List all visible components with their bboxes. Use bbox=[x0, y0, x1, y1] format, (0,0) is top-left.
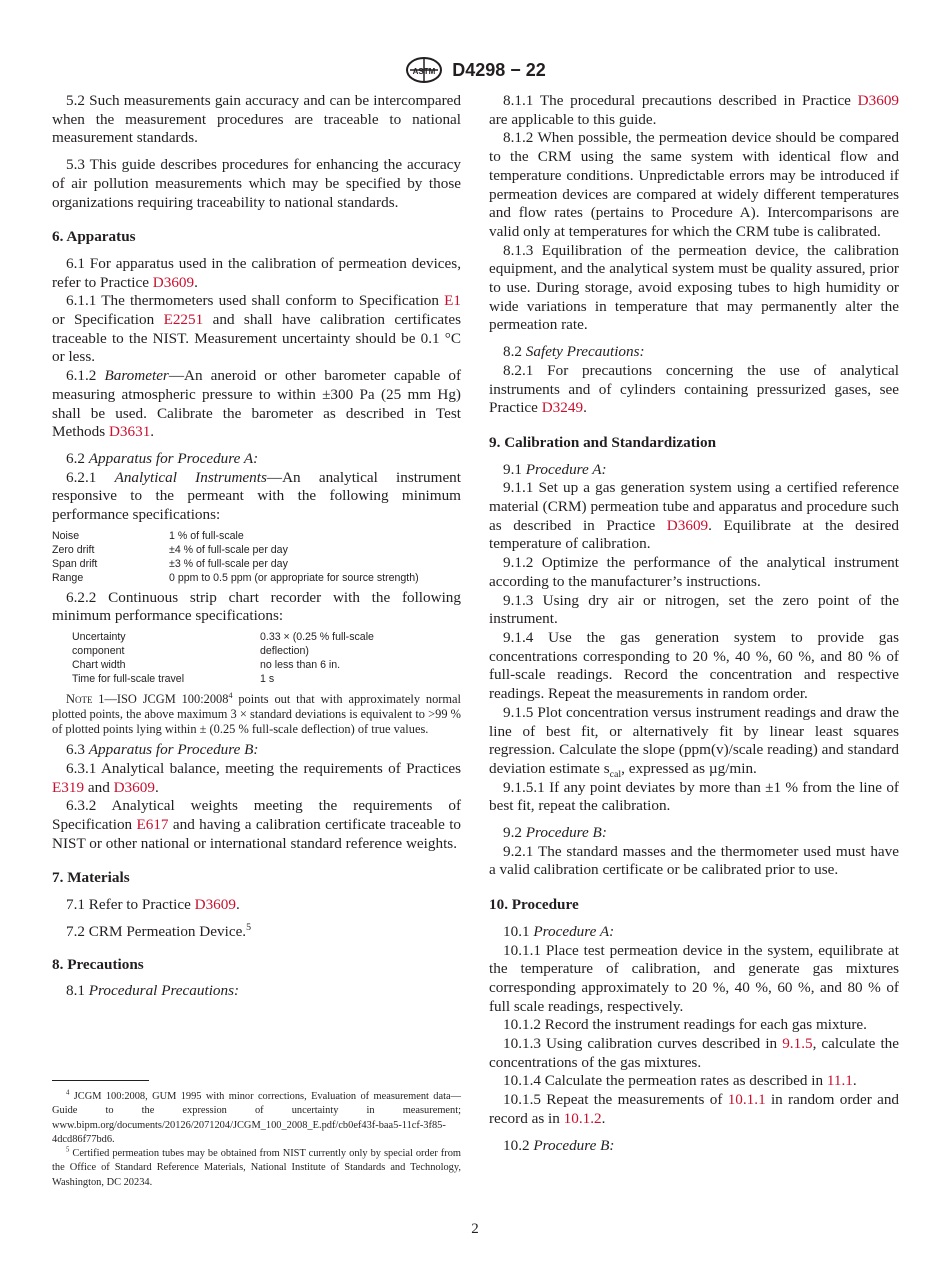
section-6-heading: 6. Apparatus bbox=[52, 228, 136, 246]
table-row: Range 0 ppm to 0.5 ppm (or appropriate for source strength) bbox=[52, 571, 419, 584]
para-5-3: 5.3 This guide describes procedures for enhancing the accuracy of air pollution measurements which may be specified by those organizations requiring traceability to national standards. bbox=[52, 156, 461, 211]
link-e617[interactable]: E617 bbox=[136, 815, 169, 833]
footnote-divider bbox=[52, 1080, 149, 1081]
para-9-1: 9.1 Procedure A: bbox=[503, 460, 607, 478]
page-header bbox=[0, 57, 950, 83]
para-7-2: 7.2 CRM Permeation Device.$^5$ bbox=[66, 921, 252, 940]
spec-table-b bbox=[72, 630, 374, 686]
para-10-1-2: 10.1.2 Record the instrument readings for each gas mixture. bbox=[503, 1016, 867, 1034]
para-6-1-1: 6.1.1 The thermometers used shall conform to Specification E1 or Specification E2251 and shall have calibration certificates traceable to the NIST. Measurement uncertainty should be 0.1 °C or less. bbox=[52, 292, 461, 366]
para-8-1-2: 8.1.2 When possible, the permeation device should be compared to the CRM using the same system with identical flow and temperature conditions. Unpredictable errors may be introduced if permeation devices are compared at widely different temperatures and flow rates (pertains to Procedure A). Intercomparisons are valid only at temperatures for which the CRM tube is calibrated. bbox=[489, 129, 899, 240]
para-10-1: 10.1 Procedure A: bbox=[503, 922, 615, 940]
section-10-heading: 10. Procedure bbox=[489, 896, 579, 914]
para-8-2-1: 8.2.1 For precautions concerning the use of analytical instruments and of cylinders containing pressurized gases, see Practice D3249. bbox=[489, 361, 899, 417]
para-6-3: 6.3 Apparatus for Procedure B: bbox=[66, 741, 259, 759]
link-10-1-1[interactable]: 10.1.1 bbox=[727, 1091, 766, 1109]
note-1: Note 1—ISO JCGM 100:2008$^4$ points out that with approximately normal plotted points, the above maximum 3 × standard deviations is equivalent to >99 % of plotted points lying within ± (0.25 % full-scale deflection) of true values. bbox=[52, 691, 461, 737]
para-10-1-1: 10.1.1 Place test permeation device in the system, equilibrate at the temperature of calibration, and generate gas mixtures corresponding approximately to 20 %, 40 %, 60 %, and 80 % of full scale readings, respectively. bbox=[489, 941, 899, 1015]
para-9-1-1: 9.1.1 Set up a gas generation system using a certified reference material (CRM) permeation tube and apparatus and procedure such as described in Practice D3609. Equilibrate at the desired temperature of calibration. bbox=[489, 479, 899, 553]
spec-table-a bbox=[52, 529, 419, 585]
table-row: Chart width no less than 6 in. bbox=[72, 659, 341, 672]
para-8-1-3: 8.1.3 Equilibration of the permeation device, the calibration equipment, and the analytical system must be quality assured, prior to use. During storage, avoid exposing tubes to high humidity or wide variations in temperature that may permanently alter the permeation rate. bbox=[489, 241, 899, 334]
left-column bbox=[52, 92, 461, 1001]
section-8-heading: 8. Precautions bbox=[52, 955, 144, 973]
document-id: D4298 − 22 bbox=[452, 59, 546, 80]
para-9-1-5: 9.1.5 Plot concentration versus instrument readings and draw the line of best fit, or alternatively fit by linear least squares regression. Calculate the slope (ppm(v)/scale reading) and standard deviation estimate $s_{cal}$, expressed as µg/min. bbox=[489, 703, 899, 780]
para-10-2: 10.2 Procedure B: bbox=[503, 1136, 615, 1154]
astm-logo-icon bbox=[404, 57, 444, 83]
para-8-2: 8.2 Safety Precautions: bbox=[503, 343, 645, 361]
para-6-2-1: 6.2.1 Analytical Instruments—An analytical instrument responsive to the permeant with the following minimum performance specifications: bbox=[52, 468, 461, 524]
para-6-3-2: 6.3.2 Analytical weights meeting the requirements of Specification E617 and having a calibration certificate traceable to NIST or other national or international standard reference weights. bbox=[52, 797, 462, 852]
para-9-2-1: 9.2.1 The standard masses and the thermometer used must have a valid calibration certificate or be calibrated prior to use. bbox=[489, 842, 899, 879]
section-9-heading: 9. Calibration and Standardization bbox=[489, 433, 717, 451]
link-d3609[interactable]: D3609 bbox=[666, 516, 709, 534]
para-9-2: 9.2 Procedure B: bbox=[503, 824, 607, 842]
footnotes bbox=[52, 1090, 461, 1190]
link-d3609[interactable]: D3609 bbox=[194, 896, 236, 914]
para-8-1-1: 8.1.1 The procedural precautions described in Practice D3609 are applicable to this guide. bbox=[489, 92, 900, 128]
para-6-2: 6.2 Apparatus for Procedure A: bbox=[66, 449, 259, 467]
para-10-1-4: 10.1.4 Calculate the permeation rates as described in 11.1. bbox=[503, 1072, 857, 1090]
footnote-5: $^5$ Certified permeation tubes may be obtained from NIST currently only by special order from the Office of Standard Reference Materials, National Institute of Standards and Technology, Washington, DC 20234. bbox=[52, 1146, 461, 1188]
table-row: Time for full-scale travel 1 s bbox=[72, 673, 275, 686]
table-row: component deflection) bbox=[72, 645, 309, 658]
table-row: Span drift ±3 % of full-scale per day bbox=[52, 557, 288, 570]
para-6-1: 6.1 For apparatus used in the calibration of permeation devices, refer to Practice D3609. bbox=[52, 254, 461, 291]
link-e2251[interactable]: E2251 bbox=[163, 311, 204, 329]
para-7-1: 7.1 Refer to Practice D3609. bbox=[66, 896, 240, 914]
right-column bbox=[489, 92, 899, 1155]
para-9-1-3: 9.1.3 Using dry air or nitrogen, set the zero point of the instrument. bbox=[489, 591, 899, 628]
link-9-1-5[interactable]: 9.1.5 bbox=[782, 1035, 813, 1053]
para-10-1-5: 10.1.5 Repeat the measurements of 10.1.1 in random order and record as in 10.1.2. bbox=[489, 1091, 900, 1127]
para-6-2-2: 6.2.2 Continuous strip chart recorder with the following minimum performance specifications: bbox=[52, 588, 461, 625]
para-6-1-2: 6.1.2 Barometer—An aneroid or other barometer capable of measuring atmospheric pressure to within ±300 Pa (25 mm Hg) shall be used. Calibrate the barometer as described in Test Methods D3631. bbox=[52, 367, 462, 441]
link-11-1[interactable]: 11.1 bbox=[826, 1072, 853, 1090]
para-10-1-3: 10.1.3 Using calibration curves described in 9.1.5, calculate the concentrations of the gas mixtures. bbox=[489, 1035, 900, 1071]
link-10-1-2[interactable]: 10.1.2 bbox=[563, 1109, 602, 1127]
table-row: Noise 1 % of full-scale bbox=[52, 529, 244, 542]
link-e319[interactable]: E319 bbox=[52, 778, 85, 796]
para-9-1-5-1: 9.1.5.1 If any point deviates by more than ±1 % from the line of best fit, repeat the calibration. bbox=[489, 778, 899, 815]
link-d3609[interactable]: D3609 bbox=[152, 273, 195, 291]
table-row: Uncertainty 0.33 × (0.25 % full-scale bbox=[72, 631, 374, 644]
table-row: Zero drift ±4 % of full-scale per day bbox=[52, 543, 288, 556]
para-9-1-4: 9.1.4 Use the gas generation system to provide gas concentrations corresponding to 20 %, 40 %, 60 %, and 80 % of full-scale readings. Record the concentration and respective readings. Repeat the measurements in random order. bbox=[489, 628, 899, 703]
svg-text:ASTM: ASTM bbox=[412, 67, 436, 76]
para-8-1: 8.1 Procedural Precautions: bbox=[66, 982, 240, 1000]
page-number: 2 bbox=[471, 1221, 479, 1237]
link-d3631[interactable]: D3631 bbox=[108, 423, 151, 441]
link-d3249[interactable]: D3249 bbox=[541, 399, 584, 417]
para-6-3-1: 6.3.1 Analytical balance, meeting the requirements of Practices E319 and D3609. bbox=[52, 759, 461, 796]
para-5-2: 5.2 Such measurements gain accuracy and can be intercompared when the measurement procedures are traceable to national measurement standards. bbox=[52, 92, 461, 147]
link-d3609[interactable]: D3609 bbox=[113, 778, 155, 796]
link-d3609[interactable]: D3609 bbox=[857, 92, 900, 109]
section-7-heading: 7. Materials bbox=[52, 869, 130, 887]
para-9-1-2: 9.1.2 Optimize the performance of the analytical instrument according to the manufacturer’s instructions. bbox=[489, 554, 899, 590]
link-e1[interactable]: E1 bbox=[444, 292, 461, 310]
footnote-4: $^4$ JCGM 100:2008, GUM 1995 with minor corrections, Evaluation of measurement data—Guide to the expression of uncertainty in measurement; www.bipm.org/documents/20126/2071204/JCGM_100_2008_E.pdf/cb0ef43f-baa5-11cf-3f85-4dcd86f77bd6. bbox=[52, 1089, 461, 1145]
